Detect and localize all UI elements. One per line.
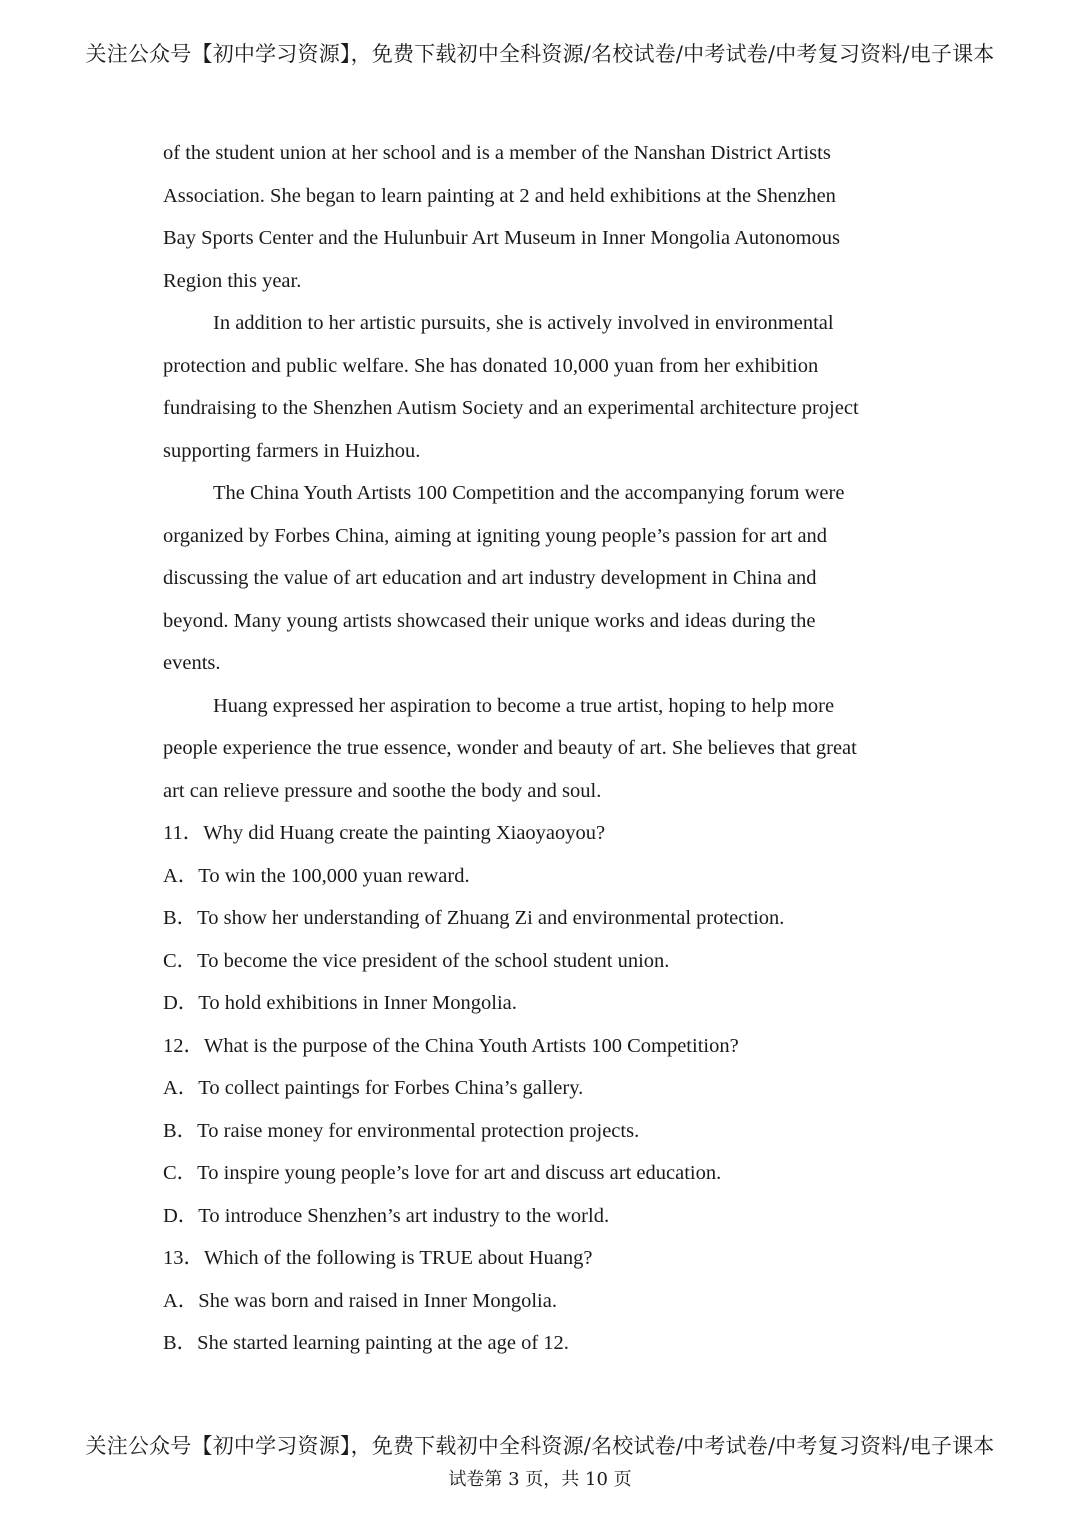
question-stem: 11．Why did Huang create the painting Xiaoyaoyou? bbox=[163, 822, 606, 844]
document-body bbox=[163, 132, 923, 1365]
passage-line: art can relieve pressure and soothe the body and soul. bbox=[163, 779, 602, 802]
passage-line: of the student union at her school and is a member of the Nanshan District Artists bbox=[163, 142, 831, 164]
passage-line: beyond. Many young artists showcased their unique works and ideas during the bbox=[163, 609, 816, 632]
passage-text bbox=[163, 132, 923, 812]
question-stem: 13．Which of the following is TRUE about Huang? bbox=[163, 1247, 593, 1269]
question-list bbox=[163, 812, 923, 1365]
answer-option: D．To hold exhibitions in Inner Mongolia. bbox=[163, 992, 517, 1014]
answer-option: C．To inspire young people’s love for art and discuss art education. bbox=[163, 1162, 722, 1184]
passage-line: In addition to her artistic pursuits, she is actively involved in environmental bbox=[213, 312, 834, 334]
passage-line: Association. She began to learn painting at 2 and held exhibitions at the Shenzhen bbox=[163, 184, 836, 207]
passage-line: Huang expressed her aspiration to become a true artist, hoping to help more bbox=[213, 694, 835, 717]
passage-line: Bay Sports Center and the Hulunbuir Art Museum in Inner Mongolia Autonomous bbox=[163, 227, 841, 249]
answer-option: A．To win the 100,000 yuan reward. bbox=[163, 864, 470, 887]
passage-line: people experience the true essence, wonder and beauty of art. She believes that great bbox=[163, 737, 857, 759]
passage-line: The China Youth Artists 100 Competition and the accompanying forum were bbox=[213, 482, 845, 504]
passage-line: supporting farmers in Huizhou. bbox=[163, 439, 421, 462]
answer-option: D．To introduce Shenzhen’s art industry to the world. bbox=[163, 1204, 610, 1227]
answer-option: A．To collect paintings for Forbes China’s gallery. bbox=[163, 1077, 584, 1099]
passage-line: Region this year. bbox=[163, 269, 302, 292]
footer-banner: 关注公众号【初中学习资源】，免费下载初中全科资源/名校试卷/中考试卷/中考复习资料/电子课本 bbox=[85, 1434, 995, 1458]
passage-line: events. bbox=[163, 652, 221, 674]
passage-line: fundraising to the Shenzhen Autism Society and an experimental architecture project bbox=[163, 397, 859, 419]
passage-line: discussing the value of art education and art industry development in China and bbox=[163, 567, 817, 589]
answer-option: B．She started learning painting at the age of 12. bbox=[163, 1332, 569, 1354]
question-stem: 12．What is the purpose of the China Youth Artists 100 Competition? bbox=[163, 1034, 739, 1057]
page-number: 试卷第 3 页，共 10 页 bbox=[448, 1469, 632, 1490]
answer-option: B．To show her understanding of Zhuang Zi and environmental protection. bbox=[163, 907, 785, 929]
header-banner: 关注公众号【初中学习资源】，免费下载初中全科资源/名校试卷/中考试卷/中考复习资料/电子课本 bbox=[85, 42, 995, 66]
passage-line: protection and public welfare. She has donated 10,000 yuan from her exhibition bbox=[163, 354, 819, 377]
answer-option: A．She was born and raised in Inner Mongolia. bbox=[163, 1289, 557, 1312]
answer-option: C．To become the vice president of the school student union. bbox=[163, 949, 670, 972]
answer-option: B．To raise money for environmental protection projects. bbox=[163, 1119, 640, 1142]
passage-line: organized by Forbes China, aiming at igniting young people’s passion for art and bbox=[163, 524, 828, 547]
